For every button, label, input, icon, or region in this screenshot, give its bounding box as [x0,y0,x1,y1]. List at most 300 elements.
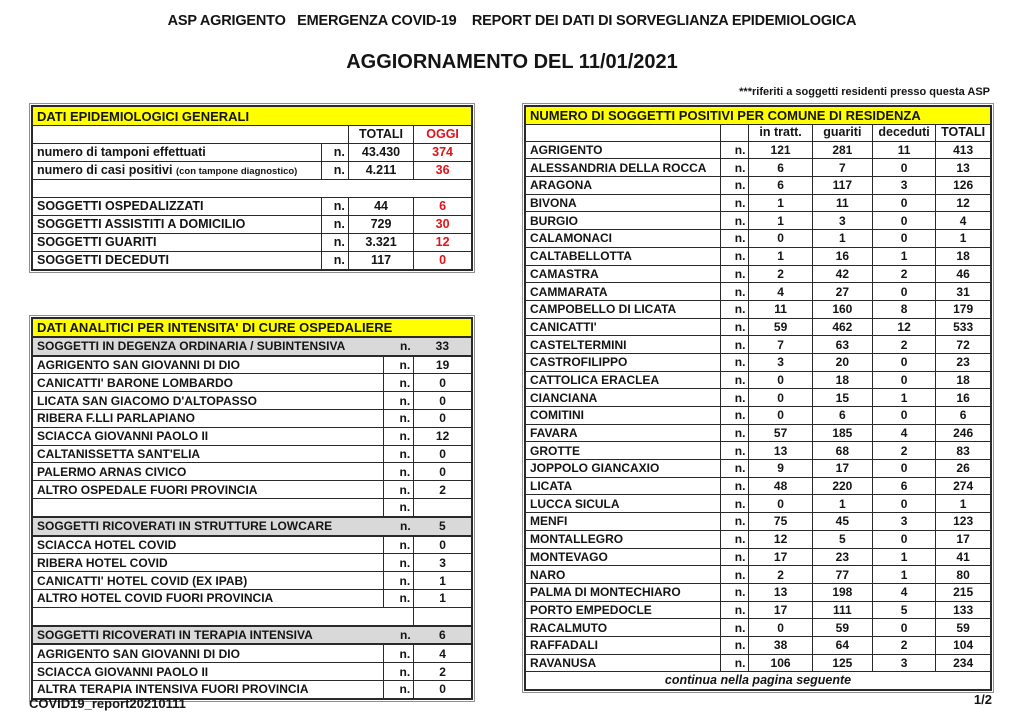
row-value: 2 [414,481,472,499]
comune-name: BIVONA [525,194,721,212]
row-label: SCIACCA GIOVANNI PAOLO II [32,663,384,681]
guariti-value: 111 [812,601,872,619]
totali-column-header: TOTALI [348,126,413,144]
comune-name: CAMPOBELLO DI LICATA [525,300,721,318]
comuni-table-body [525,106,991,690]
guariti-value: 20 [812,353,872,371]
deceduti-value: 3 [872,177,935,195]
deceduti-value: 4 [872,583,935,601]
n-label: n. [321,144,348,162]
table-row [525,247,991,265]
row-label: SOGGETTI GUARITI [32,234,321,252]
deceduti-value: 11 [872,141,935,159]
n-label: n. [721,230,749,248]
row-value: 19 [414,356,472,374]
totali-value: 31 [936,283,991,301]
in-tratt-value: 12 [749,530,812,548]
totali-value: 1 [936,230,991,248]
totali-value: 533 [936,318,991,336]
table-row [32,536,472,554]
table-row [32,162,472,180]
n-label: n. [721,177,749,195]
comune-name: PALMA DI MONTECHIARO [525,583,721,601]
n-label: n. [721,336,749,354]
guariti-value: 63 [812,336,872,354]
in-tratt-value: 0 [749,371,812,389]
table-row [32,392,472,410]
n-label: n. [384,374,414,392]
comune-name: CASTROFILIPPO [525,353,721,371]
table-row [525,619,991,637]
oggi-value: 6 [414,198,472,216]
in-tratt-value: 13 [749,583,812,601]
oggi-value: 374 [414,144,472,162]
totali-value: 59 [936,619,991,637]
section-row [32,517,472,536]
comuni-table-title-row [525,106,991,124]
n-label: n. [384,445,414,463]
guariti-value: 11 [812,194,872,212]
guariti-value: 198 [812,583,872,601]
n-label: n. [721,318,749,336]
table-row [32,445,472,463]
in-tratt-value: 6 [749,159,812,177]
row-label: SOGGETTI DECEDUTI [32,252,321,271]
deceduti-value: 0 [872,159,935,177]
guariti-value: 1 [812,230,872,248]
row-value: 4 [414,644,472,662]
table-row [525,318,991,336]
row-label: RIBERA HOTEL COVID [32,554,384,572]
n-label: n. [721,212,749,230]
totali-value: 6 [936,407,991,425]
in-tratt-value: 106 [749,654,812,672]
n-label: n. [721,654,749,672]
comuni-table [524,105,992,691]
table-row [525,513,991,531]
table-row [32,554,472,572]
deceduti-value: 0 [872,194,935,212]
general-table [31,105,473,271]
row-label: SOGGETTI IN DEGENZA ORDINARIA / SUBINTENSIVA [32,337,384,356]
section-row [32,626,472,645]
table-row [525,389,991,407]
general-table-header-row [32,126,472,144]
deceduti-value: 0 [872,212,935,230]
in-tratt-value: 48 [749,477,812,495]
comuni-table-title: NUMERO DI SOGGETTI POSITIVI PER COMUNE DI RESIDENZA [525,106,991,124]
blank-cell [32,180,472,198]
row-label: AGRIGENTO SAN GIOVANNI DI DIO [32,356,384,374]
deceduti-value: 0 [872,230,935,248]
n-label: n. [321,234,348,252]
table-row [32,356,472,374]
n-label: n. [721,442,749,460]
in-tratt-value: 17 [749,601,812,619]
table-row [525,460,991,478]
table-row [32,644,472,662]
guariti-value: 64 [812,636,872,654]
in-tratt-value: 121 [749,141,812,159]
hospital-table [31,317,473,700]
deceduti-value: 2 [872,636,935,654]
row-label: ALTRO HOTEL COVID FUORI PROVINCIA [32,589,384,607]
oggi-value: 30 [414,216,472,234]
n-label: n. [321,162,348,180]
table-row [525,230,991,248]
n-label: n. [721,389,749,407]
row-label-note: (con tampone diagnostico) [175,166,298,178]
n-label: n. [384,337,414,356]
guariti-value: 125 [812,654,872,672]
row-value: 6 [414,626,472,645]
table-row [525,442,991,460]
table-row [525,265,991,283]
table-row [525,424,991,442]
comune-name: RAFFADALI [525,636,721,654]
in-tratt-value: 6 [749,177,812,195]
comune-name: LICATA [525,477,721,495]
n-label: n. [721,601,749,619]
row-value: 1 [414,589,472,607]
comune-name: CAMASTRA [525,265,721,283]
guariti-value: 5 [812,530,872,548]
guariti-value: 281 [812,141,872,159]
totali-value: 72 [936,336,991,354]
guariti-value: 23 [812,548,872,566]
document-filename: COVID19_report20210111 [29,696,186,711]
table-row [32,144,472,162]
deceduti-value: 0 [872,353,935,371]
table-row [525,194,991,212]
totali-value: 4 [936,212,991,230]
comune-name: CIANCIANA [525,389,721,407]
row-label: SCIACCA GIOVANNI PAOLO II [32,427,384,445]
deceduti-value: 0 [872,371,935,389]
n-label: n. [384,427,414,445]
n-label: n. [721,619,749,637]
totali-value: 274 [936,477,991,495]
guariti-value: 160 [812,300,872,318]
row-value: 1 [414,572,472,590]
table-row [32,589,472,607]
totali-value: 41 [936,548,991,566]
row-label: CANICATTI' HOTEL COVID (EX IPAB) [32,572,384,590]
n-label: n. [384,392,414,410]
row-label: SOGGETTI RICOVERATI IN STRUTTURE LOWCARE [32,517,384,536]
totali-value: 3.321 [348,234,413,252]
in-tratt-value: 17 [749,548,812,566]
comune-name: CANICATTI' [525,318,721,336]
table-row [525,336,991,354]
table-row [525,530,991,548]
empty-header-cell [525,124,721,141]
in-tratt-value: 4 [749,283,812,301]
in-tratt-value: 1 [749,247,812,265]
table-row [32,198,472,216]
comune-name: CASTELTERMINI [525,336,721,354]
residents-note: ***riferiti a soggetti residenti presso questa ASP [739,86,990,98]
n-label: n. [721,371,749,389]
row-label: ALTRA TERAPIA INTENSIVA FUORI PROVINCIA [32,680,384,698]
row-value: 3 [414,554,472,572]
row-value: 33 [414,337,472,356]
row-label: RIBERA F.LLI PARLAPIANO [32,409,384,427]
row-label: CANICATTI' BARONE LOMBARDO [32,374,384,392]
n-label: n. [721,194,749,212]
hospital-table-title: DATI ANALITICI PER INTENSITA' DI CURE OSPEDALIERE [32,318,472,337]
guariti-value: 77 [812,566,872,584]
table-footer-row [525,672,991,690]
in-tratt-value: 7 [749,336,812,354]
totali-value: 46 [936,265,991,283]
guariti-value: 17 [812,460,872,478]
n-label: n. [384,554,414,572]
in-tratt-value: 0 [749,389,812,407]
in-tratt-value: 9 [749,460,812,478]
n-label: n. [384,572,414,590]
totali-value: 18 [936,247,991,265]
n-label: n. [721,636,749,654]
guariti-value: 27 [812,283,872,301]
table-row [525,566,991,584]
totali-value: 26 [936,460,991,478]
table-row [525,353,991,371]
in-tratt-value: 38 [749,636,812,654]
in-tratt-value: 0 [749,495,812,513]
comune-name: NARO [525,566,721,584]
general-table-body [32,106,472,270]
totali-value: 413 [936,141,991,159]
totali-value: 215 [936,583,991,601]
row-label: AGRIGENTO SAN GIOVANNI DI DIO [32,644,384,662]
totali-value: 43.430 [348,144,413,162]
totali-value: 234 [936,654,991,672]
deceduti-value: 2 [872,442,935,460]
n-label: n. [721,407,749,425]
deceduti-value: 1 [872,389,935,407]
table-row [525,159,991,177]
totali-value: 126 [936,177,991,195]
hospital-table-title-row [32,318,472,337]
row-label: CALTANISSETTA SANT'ELIA [32,445,384,463]
table-row [525,177,991,195]
guariti-value: 3 [812,212,872,230]
comune-name: ALESSANDRIA DELLA ROCCA [525,159,721,177]
totali-value: 729 [348,216,413,234]
totali-value: 18 [936,371,991,389]
comune-name: CALAMONACI [525,230,721,248]
hospital-care-table [29,315,475,702]
in-tratt-value: 59 [749,318,812,336]
n-label: n. [384,517,414,536]
totali-value: 179 [936,300,991,318]
comune-name: RAVANUSA [525,654,721,672]
totali-value: 133 [936,601,991,619]
comune-name: MONTALLEGRO [525,530,721,548]
guariti-value: 1 [812,495,872,513]
comune-name: GROTTE [525,442,721,460]
in-tratt-value: 1 [749,212,812,230]
in-tratt-value: 0 [749,619,812,637]
deceduti-value: 0 [872,495,935,513]
n-label: n. [321,252,348,271]
row-label: PALERMO ARNAS CIVICO [32,463,384,481]
guariti-value: 59 [812,619,872,637]
comune-name: CAMMARATA [525,283,721,301]
row-value: 0 [414,680,472,698]
blank-cell [32,498,384,516]
empty-n-header-cell [721,124,749,141]
row-label: SOGGETTI OSPEDALIZZATI [32,198,321,216]
comune-name: JOPPOLO GIANCAXIO [525,460,721,478]
deceduti-value: 2 [872,265,935,283]
totali-value: 123 [936,513,991,531]
totali-column-header: TOTALI [936,124,991,141]
row-label: SOGGETTI RICOVERATI IN TERAPIA INTENSIVA [32,626,384,645]
in-tratt-value: 13 [749,442,812,460]
deceduti-value: 3 [872,654,935,672]
totali-value: 246 [936,424,991,442]
guariti-value: 15 [812,389,872,407]
totali-value: 117 [348,252,413,271]
row-value: 5 [414,517,472,536]
row-value: 2 [414,663,472,681]
guariti-value: 220 [812,477,872,495]
comune-name: ARAGONA [525,177,721,195]
oggi-value: 0 [414,252,472,271]
table-row [32,216,472,234]
in-tratt-column-header: in tratt. [749,124,812,141]
table-row [32,252,472,271]
n-label: n. [721,460,749,478]
n-label: n. [721,566,749,584]
blank-value [414,498,472,516]
guariti-value: 462 [812,318,872,336]
in-tratt-value: 75 [749,513,812,531]
totali-value: 17 [936,530,991,548]
deceduti-value: 6 [872,477,935,495]
oggi-value: 12 [414,234,472,252]
table-row [32,374,472,392]
totali-value: 13 [936,159,991,177]
deceduti-value: 0 [872,619,935,637]
deceduti-value: 0 [872,530,935,548]
n-label: n. [721,283,749,301]
row-label: numero di casi positivi (con tampone diagnostico) [32,162,321,180]
row-label: LICATA SAN GIACOMO D'ALTOPASSO [32,392,384,410]
row-value: 0 [414,409,472,427]
guariti-value: 7 [812,159,872,177]
row-value: 0 [414,374,472,392]
section-row [32,337,472,356]
table-row [32,180,472,198]
deceduti-value: 5 [872,601,935,619]
comune-name: RACALMUTO [525,619,721,637]
deceduti-value: 8 [872,300,935,318]
deceduti-value: 1 [872,247,935,265]
totali-value: 4.211 [348,162,413,180]
positives-by-comune-table [522,103,994,693]
row-value: 0 [414,392,472,410]
n-label: n. [721,353,749,371]
comune-name: CALTABELLOTTA [525,247,721,265]
guariti-value: 117 [812,177,872,195]
n-label: n. [721,583,749,601]
table-row [525,212,991,230]
deceduti-value: 1 [872,566,935,584]
table-row [525,300,991,318]
update-title: AGGIORNAMENTO DEL 11/01/2021 [346,51,678,73]
comune-name: FAVARA [525,424,721,442]
table-row [32,498,472,516]
table-row [32,234,472,252]
continua-note: continua nella pagina seguente [525,672,991,690]
row-value: 0 [414,536,472,554]
guariti-value: 42 [812,265,872,283]
comune-name: AGRIGENTO [525,141,721,159]
in-tratt-value: 1 [749,194,812,212]
general-table-title: DATI EPIDEMIOLOGICI GENERALI [32,106,472,126]
totali-value: 44 [348,198,413,216]
n-label: n. [721,477,749,495]
comune-name: BURGIO [525,212,721,230]
n-label: n. [321,198,348,216]
table-row [525,636,991,654]
general-data-table [29,103,475,273]
deceduti-value: 4 [872,424,935,442]
table-row [525,548,991,566]
n-label: n. [384,536,414,554]
oggi-column-header: OGGI [414,126,472,144]
row-label: numero di tamponi effettuati [32,144,321,162]
table-row [525,283,991,301]
page-number: 1/2 [973,692,992,707]
deceduti-value: 0 [872,460,935,478]
comune-name: CATTOLICA ERACLEA [525,371,721,389]
n-label: n. [384,626,414,645]
deceduti-value: 0 [872,407,935,425]
comuni-table-header-row [525,124,991,141]
n-label: n. [721,159,749,177]
n-label: n. [384,644,414,662]
n-label: n. [384,680,414,698]
table-row [525,583,991,601]
row-label: SCIACCA HOTEL COVID [32,536,384,554]
n-label: n. [384,481,414,499]
table-row [525,495,991,513]
guariti-column-header: guariti [812,124,872,141]
general-table-title-row [32,106,472,126]
comune-name: MONTEVAGO [525,548,721,566]
n-label: n. [721,424,749,442]
totali-value: 12 [936,194,991,212]
table-row [525,371,991,389]
oggi-value: 36 [414,162,472,180]
table-row [525,477,991,495]
in-tratt-value: 2 [749,566,812,584]
hospital-table-body [32,318,472,699]
in-tratt-value: 3 [749,353,812,371]
empty-header-cell [32,126,348,144]
in-tratt-value: 2 [749,265,812,283]
table-row [32,607,472,625]
table-row [32,409,472,427]
guariti-value: 185 [812,424,872,442]
guariti-value: 68 [812,442,872,460]
row-value: 0 [414,445,472,463]
row-label: ALTRO OSPEDALE FUORI PROVINCIA [32,481,384,499]
